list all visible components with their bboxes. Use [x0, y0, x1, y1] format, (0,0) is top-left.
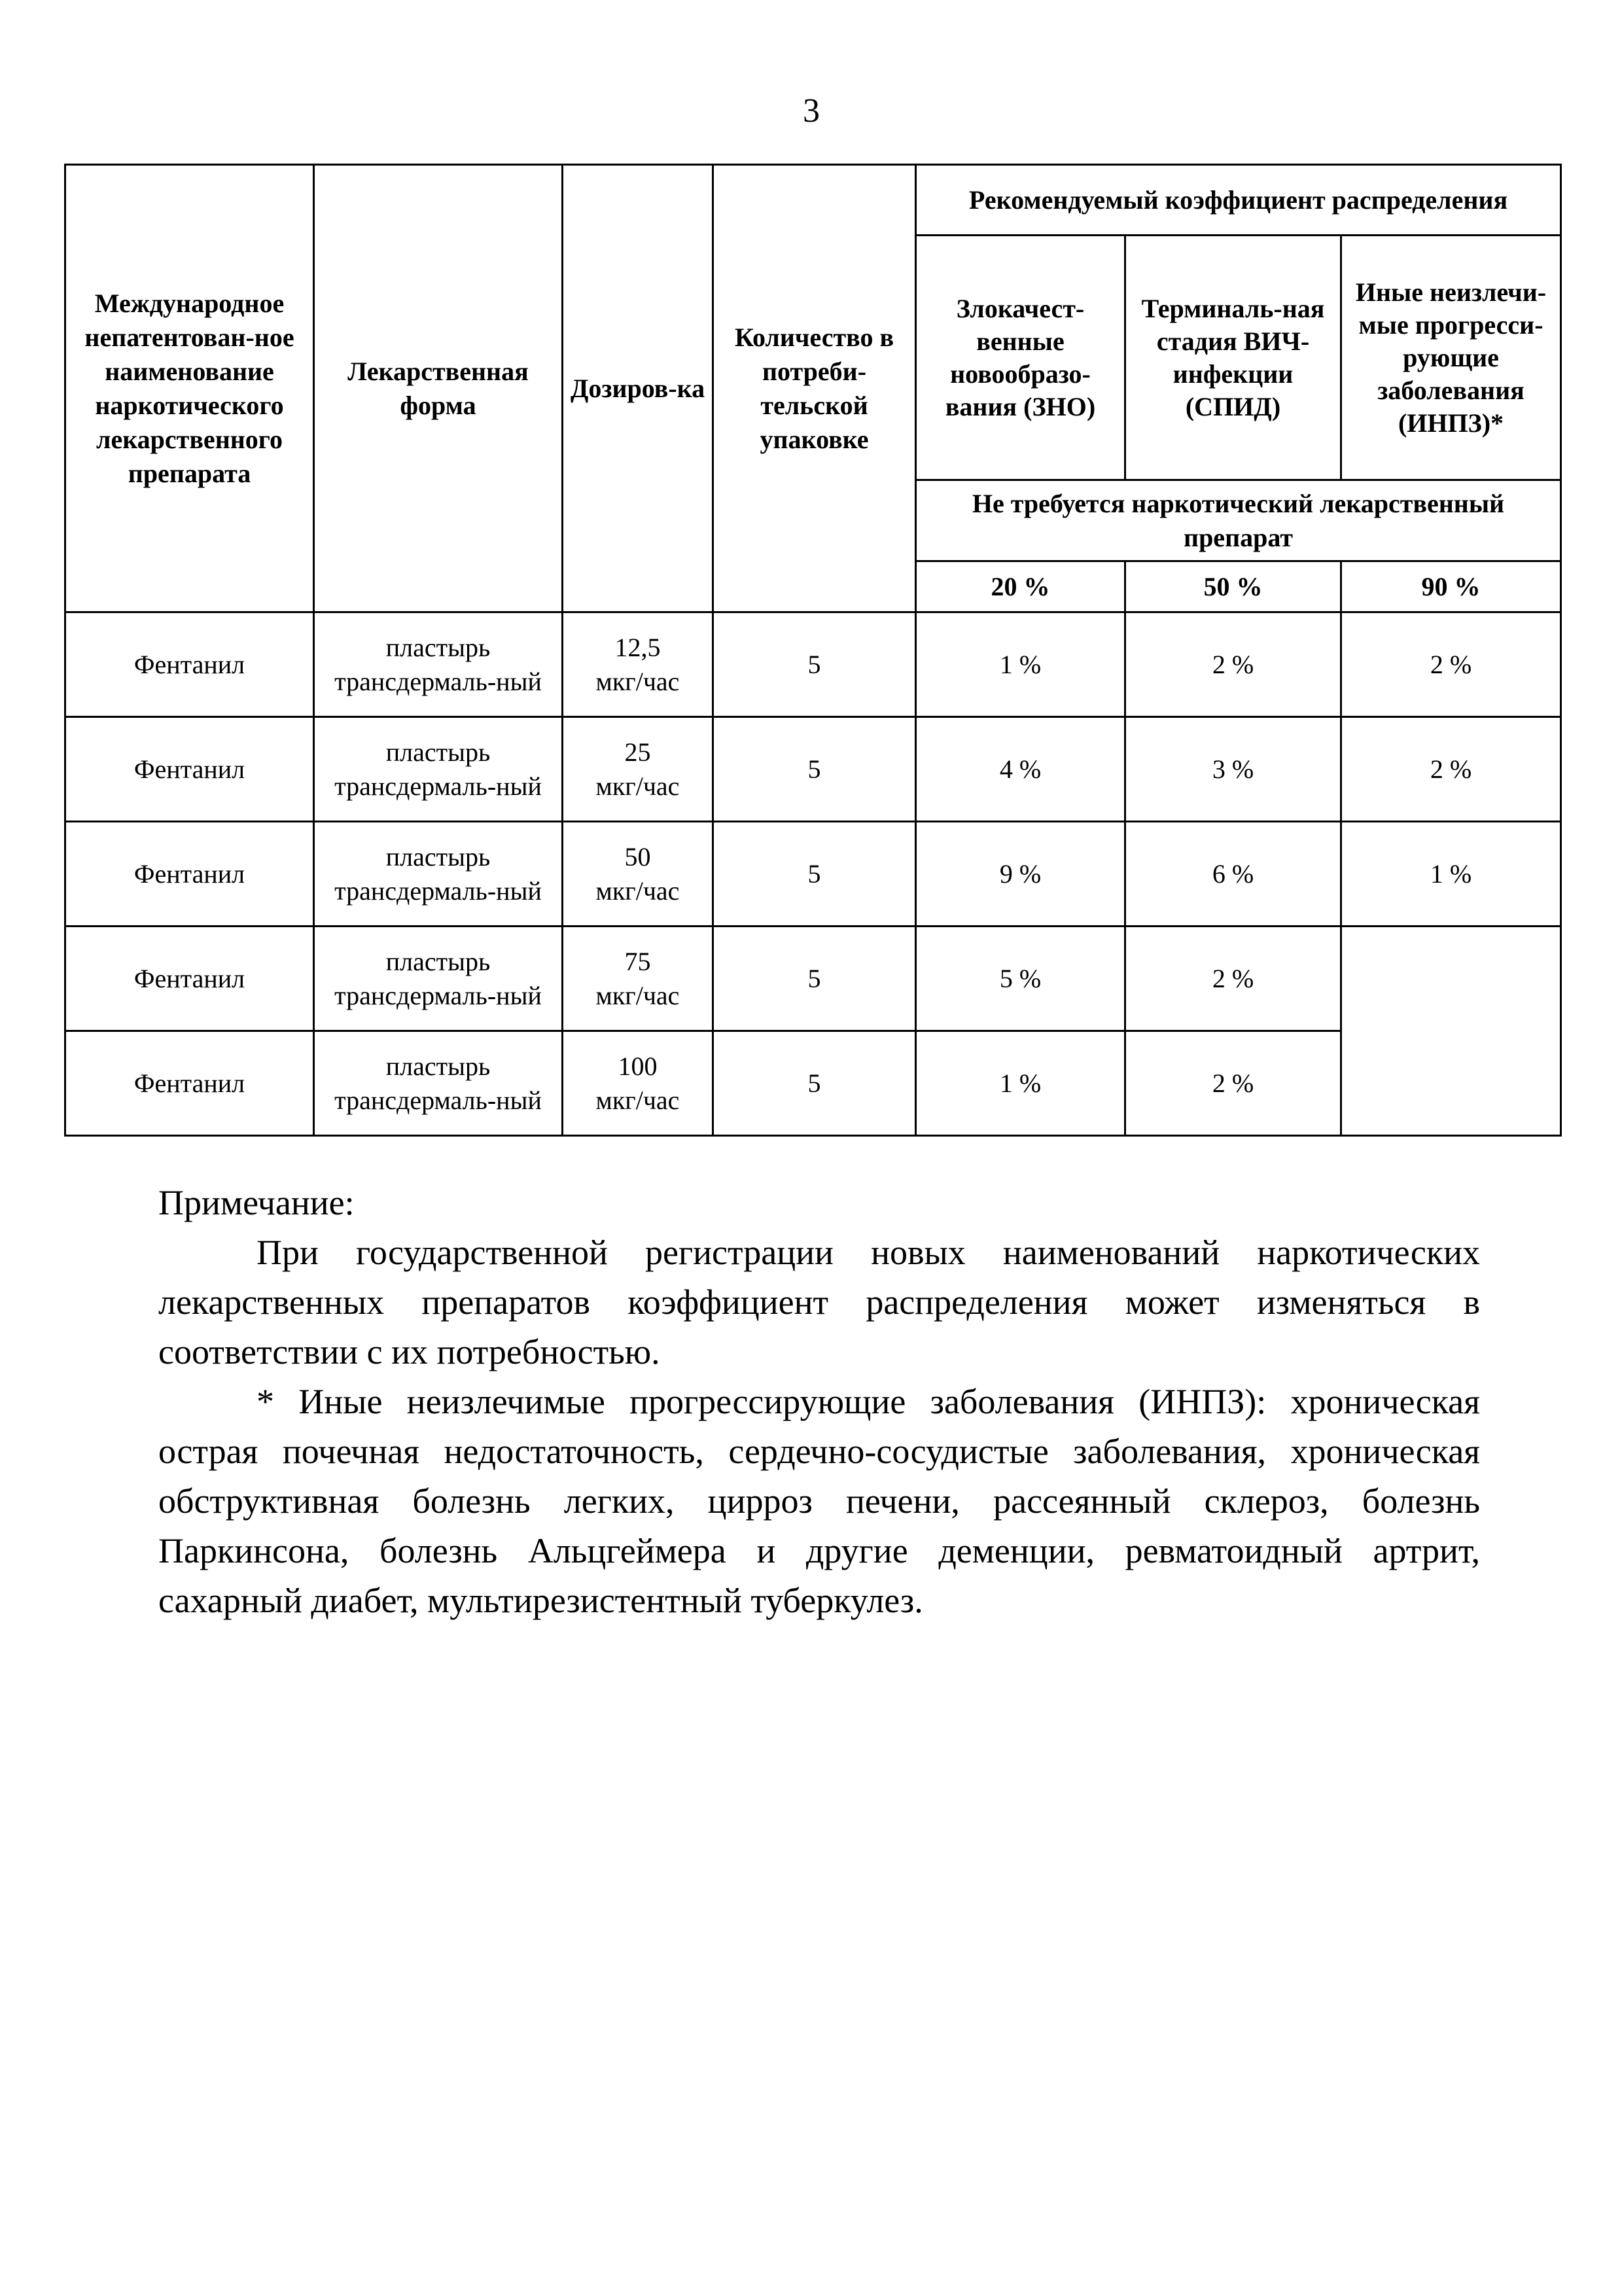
- drug-form: пластырь трансдермаль-ный: [314, 717, 563, 822]
- value-inpz: 2 %: [1341, 612, 1561, 717]
- value-spid: 2 %: [1125, 612, 1341, 717]
- drug-quantity: 5: [713, 927, 916, 1031]
- value-spid: 3 %: [1125, 717, 1341, 822]
- drug-quantity: 5: [713, 612, 916, 717]
- header-inn: Международное непатентован-ное наименование наркотического лекарственного препарата: [65, 165, 314, 612]
- drug-form: пластырь трансдермаль-ный: [314, 822, 563, 927]
- drug-dose: 12,5 мкг/час: [563, 612, 713, 717]
- header-dose: Дозиров-ка: [563, 165, 713, 612]
- header-pct-spid: 50 %: [1125, 561, 1341, 612]
- header-quantity: Количество в потреби-тельской упаковке: [713, 165, 916, 612]
- value-spid: 2 %: [1125, 1031, 1341, 1136]
- value-inpz: 1 %: [1341, 822, 1561, 927]
- notes-label: Примечание:: [158, 1183, 355, 1222]
- notes-paragraph-2: * Иные неизлечимые прогрессирующие заболевания (ИНПЗ): хроническая острая почечная недостаточность, сердечно-сосудистые заболевания, хроническая обструктивная болезнь легких, цирроз печени, рассеянный склероз, болезнь Паркинсона, болезнь Альцгеймера и другие деменции, ревматоидный артрит, сахарный диабет, мультирезистентный туберкулез.: [158, 1382, 1480, 1620]
- table-row: [65, 612, 1561, 717]
- value-zno: 1 %: [916, 612, 1125, 717]
- drug-quantity: 5: [713, 717, 916, 822]
- drug-name: Фентанил: [65, 717, 314, 822]
- empty-inpz-cell: [1341, 927, 1561, 1136]
- notes-section: [158, 1178, 1480, 1625]
- value-zno: 1 %: [916, 1031, 1125, 1136]
- drug-dose: 75 мкг/час: [563, 927, 713, 1031]
- drug-name: Фентанил: [65, 927, 314, 1031]
- header-inpz: Иные неизлечи-мые прогресси-рующие заболевания (ИНПЗ)*: [1341, 236, 1561, 480]
- drug-dose: 50 мкг/час: [563, 822, 713, 927]
- page-number: 3: [803, 92, 820, 130]
- table-row: [65, 927, 1561, 1031]
- table-row: [65, 822, 1561, 927]
- drug-quantity: 5: [713, 822, 916, 927]
- header-not-required: Не требуется наркотический лекарственный препарат: [916, 480, 1561, 561]
- header-coefficient-group: Рекомендуемый коэффициент распределения: [916, 165, 1561, 236]
- header-zno: Злокачест-венные новообразо-вания (ЗНО): [916, 236, 1125, 480]
- drug-quantity: 5: [713, 1031, 916, 1136]
- coefficient-table: [64, 164, 1562, 1137]
- header-pct-inpz: 90 %: [1341, 561, 1561, 612]
- drug-dose: 25 мкг/час: [563, 717, 713, 822]
- value-inpz: 2 %: [1341, 717, 1561, 822]
- header-spid: Терминаль-ная стадия ВИЧ-инфекции (СПИД): [1125, 236, 1341, 480]
- drug-name: Фентанил: [65, 612, 314, 717]
- drug-form: пластырь трансдермаль-ный: [314, 1031, 563, 1136]
- table-row: [65, 1031, 1561, 1136]
- value-zno: 9 %: [916, 822, 1125, 927]
- value-zno: 4 %: [916, 717, 1125, 822]
- table-row: [65, 717, 1561, 822]
- header-form: Лекарственная форма: [314, 165, 563, 612]
- value-zno: 5 %: [916, 927, 1125, 1031]
- value-spid: 2 %: [1125, 927, 1341, 1031]
- drug-form: пластырь трансдермаль-ный: [314, 927, 563, 1031]
- drug-name: Фентанил: [65, 1031, 314, 1136]
- notes-paragraph-1: При государственной регистрации новых наименований наркотических лекарственных препаратов коэффициент распределения может изменяться в соответствии с их потребностью.: [158, 1233, 1480, 1371]
- drug-dose: 100 мкг/час: [563, 1031, 713, 1136]
- header-pct-zno: 20 %: [916, 561, 1125, 612]
- value-spid: 6 %: [1125, 822, 1341, 927]
- drug-form: пластырь трансдермаль-ный: [314, 612, 563, 717]
- drug-name: Фентанил: [65, 822, 314, 927]
